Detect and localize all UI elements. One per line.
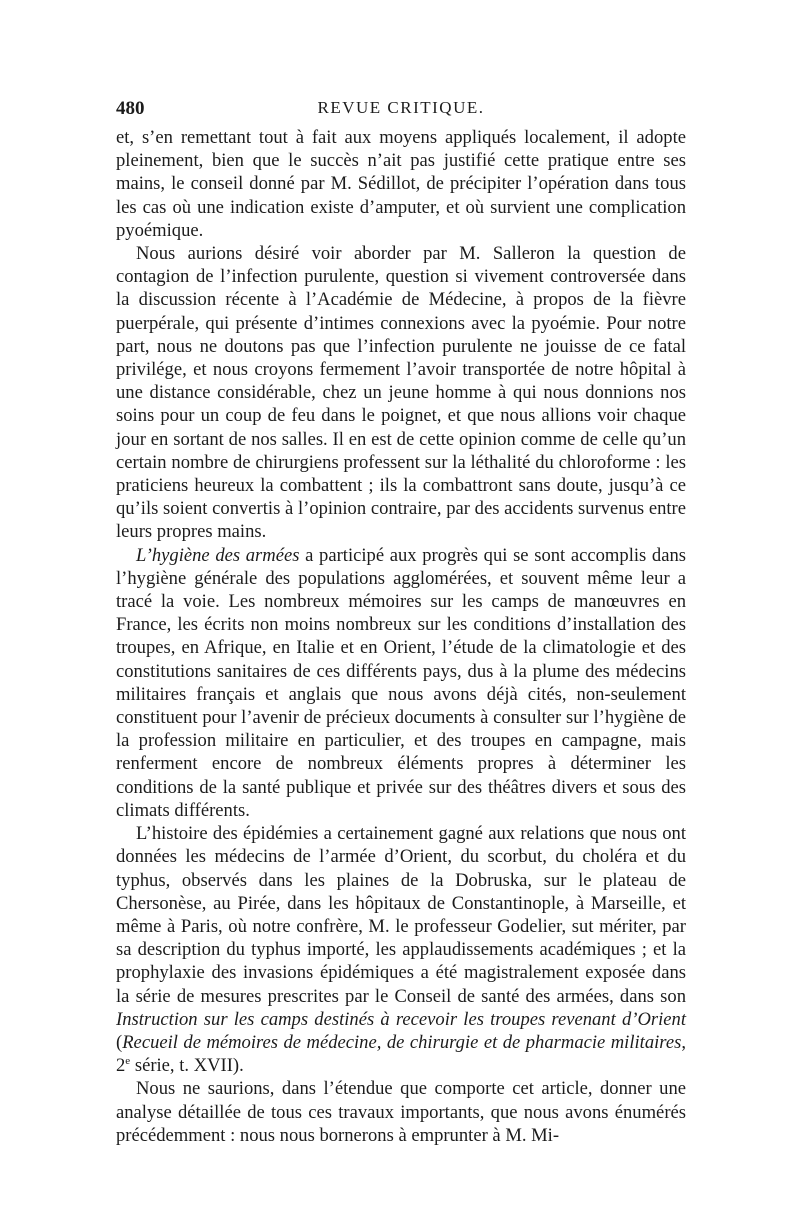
paragraph-2: Nous aurions désiré voir aborder par M. Salleron la question de contagion de l’infection purulente, question si vivement controversée dans la discussion récente à l’Académie de Médecine, à propos de la fièvre puerpérale, qui présente d’intimes connexions avec la pyoémie. Pour notre part, nous ne doutons pas que l’infection purulente ne jouisse de ce fatal privilége, et nous croyons fermement l’avoir transportée de notre hôpital à une distance considérable, chez un jeune homme à qui nous donnions nos soins pour un coup de feu dans le poignet, et que nous allions voir chaque jour en sortant de nos salles. Il en est de cette opinion comme de celle qu’un certain nombre de chirurgiens professent sur la léthalité du chloroforme : les praticiens heureux la combattent ; ils la combattront sans doute, jusqu’à ce qu’ils soient convertis à l’opinion contraire, par des accidents survenus entre leurs propres mains. (116, 243, 686, 543)
page-number: 480 (116, 98, 145, 119)
paragraph-4 (116, 822, 686, 1077)
running-header (116, 98, 686, 128)
italic-title-hygiene: L’hygiène des armées (136, 544, 300, 566)
running-title: REVUE CRITIQUE. (317, 98, 485, 117)
body-text (116, 126, 686, 1147)
superscript-e: e (125, 1054, 131, 1067)
paragraph-4-text-c: , 2 (116, 1031, 686, 1077)
paragraph-3 (116, 544, 686, 822)
italic-recueil-title: Recueil de mémoires de médecine, de chirurgie et de pharmacie militaires (122, 1031, 682, 1053)
paragraph-3-text: a participé aux progrès qui se sont accomplis dans l’hygiène générale des populations agglomérées, et souvent même leur a tracé la voie. Les nombreux mémoires sur les camps de manœuvres en France, les écrits non moins nombreux sur les conditions d’installation des troupes, en Afrique, en Italie et en Orient, l’étude de la climatologie et des constitutions sanitaires de ces différents pays, dus à la plume des médecins militaires français et anglais que nous avons déjà cités, non-seulement constituent pour l’avenir de précieux documents à consulter sur l’hygiène de la profession militaire en particulier, et des troupes en campagne, mais renferment encore de nombreux éléments propres à déterminer les conditions de la santé publique et privée sur des théâtres divers et sous des climats différents. (116, 544, 686, 821)
paragraph-5: Nous ne saurions, dans l’étendue que comporte cet article, donner une analyse détaillée de tous ces travaux importants, que nous avons énumérés précédemment : nous nous bornerons à emprunter à M. Mi- (116, 1078, 686, 1146)
paragraph-1: et, s’en remettant tout à fait aux moyens appliqués localement, il adopte pleinement, bien que le succès n’ait pas justifié cette pratique entre ses mains, le conseil donné par M. Sédillot, de précipiter l’opération dans tous les cas où une indication existe d’amputer, et où survient une complication pyoémique. (116, 127, 686, 241)
paragraph-4-text-a: L’histoire des épidémies a certainement gagné aux relations que nous ont données les médecins de l’armée d’Orient, du scorbut, du choléra et du typhus, observés dans les plaines de la Dobruska, sur le plateau de Chersonèse, au Pirée, dans les hôpitaux de Constantinople, à Marseille, et même à Paris, où notre confrère, M. le professeur Godelier, sut mériter, par sa description du typhus importé, les applaudissements académiques ; et la prophylaxie des invasions épidémiques a été magistralement exposée dans la série de mesures prescrites par le Conseil de santé des armées, dans son (116, 823, 686, 1007)
paragraph-4-text-d: série, t. XVII). (130, 1055, 244, 1077)
paragraph-4-text-b: ( (116, 1031, 123, 1053)
italic-instruction-title: Instruction sur les camps destinés à recevoir les troupes revenant d’Orient (116, 1008, 686, 1030)
